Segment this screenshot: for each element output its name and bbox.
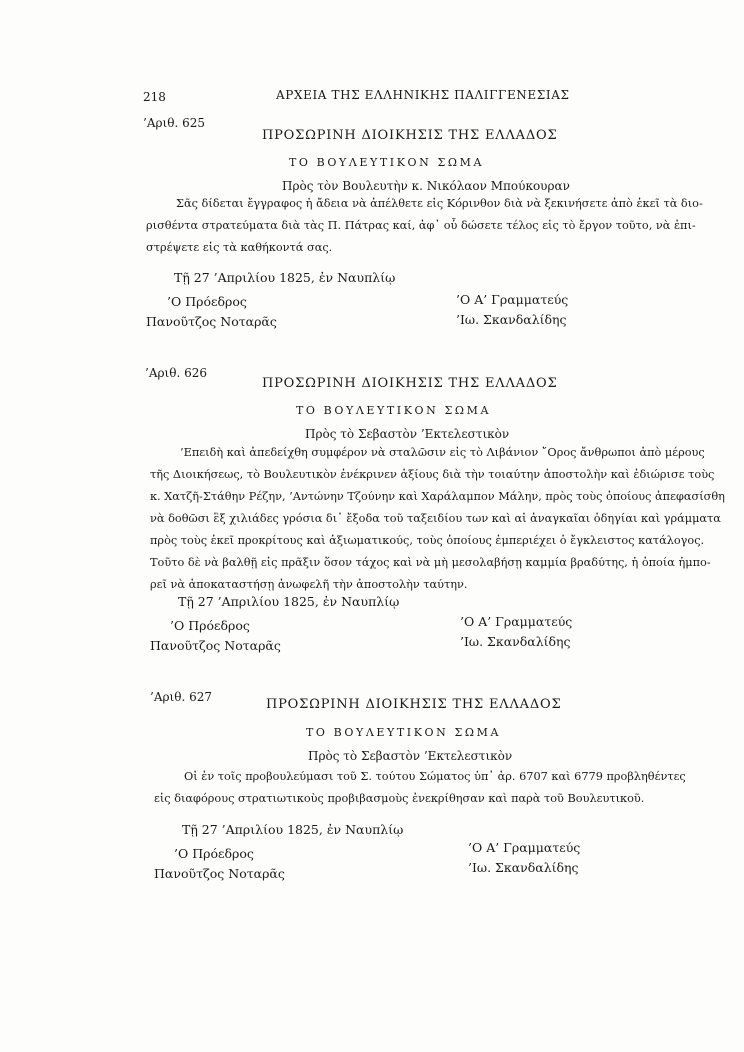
secretary-name: ’Ιω. Σκανδαλίδης <box>456 312 567 327</box>
document-text <box>154 766 694 810</box>
text-line: Τοῦτο δὲ νὰ βαλθῇ εἰς πρᾶξιν ὅσον τάχος καὶ νὰ μὴ μεσολαβήσῃ καμμία βραδύτης, ἡ ὁποία ἠμπο- <box>150 556 711 569</box>
document-text <box>146 193 703 259</box>
document-number: ’Αριθ. 626 <box>145 366 207 380</box>
text-line: ’Επειδὴ καὶ ἀπεδείχθη συμφέρον νὰ σταλῶσιν εἰς τὸ Λιβάνιον ῎Ορος ἄνθρωποι ἀπὸ μέρους <box>180 446 705 459</box>
text-line: πρὸς τοὺς ἐκεῖ προκρίτους καὶ ἀξιωματικούς, τοὺς ὁποίους ἐμπεριέχει ὁ ἔγκλειστος κατάλογος. <box>150 534 705 547</box>
document-title: ΠΡΟΣΩΡΙΝΗ ΔΙΟΙΚΗΣΙΣ ΤΗΣ ΕΛΛΑΔΟΣ <box>266 697 562 712</box>
text-line: στρέψετε εἰς τὰ καθήκοντά σας. <box>146 241 333 254</box>
issuing-body: ΤΟ ΒΟΥΛΕΥΤΙΚΟΝ ΣΩΜΑ <box>289 156 484 169</box>
president-name: Πανοῦτζος Νοταρᾶς <box>146 314 277 329</box>
text-line: κ. Χατζῆ-Στάθην Ρέζην, ’Αντώνην Τζούνην καὶ Χαράλαμπον Μάλην, πρὸς τοὺς ὁποίους ἀπεφασίσθη <box>150 490 725 503</box>
text-line: ρεῖ νὰ ἀποκαταστήσῃ ἀνωφελῆ τὴν ἀποστολὴν ταύτην. <box>150 578 468 591</box>
recipient: Πρὸς τὸ Σεβαστὸν ’Εκτελεστικὸν <box>308 749 513 763</box>
recipient: Πρὸς τὸ Σεβαστὸν ’Εκτελεστικὸν <box>305 427 510 441</box>
text-line: εἰς διαφόρους στρατιωτικοὺς προβιβασμοὺς ἐνεκρίθησαν καὶ παρὰ τοῦ Βουλευτικοῦ. <box>154 792 645 805</box>
text-line: Σᾶς δίδεται ἔγγραφος ἡ ἄδεια νὰ ἀπέλθετε εἰς Κόρινθον διὰ νὰ ξεκινήσετε ἀπὸ ἐκεῖ τὰ διο- <box>176 197 703 210</box>
issuing-body: ΤΟ ΒΟΥΛΕΥΤΙΚΟΝ ΣΩΜΑ <box>306 726 501 739</box>
secretary-name: ’Ιω. Σκανδαλίδης <box>460 634 571 649</box>
president-title: ’Ο Πρόεδρος <box>170 618 250 633</box>
president-title: ’Ο Πρόεδρος <box>174 846 254 861</box>
document-title: ΠΡΟΣΩΡΙΝΗ ΔΙΟΙΚΗΣΙΣ ΤΗΣ ΕΛΛΑΔΟΣ <box>262 376 558 391</box>
document-number: ’Αριθ. 625 <box>143 116 205 130</box>
text-line: νὰ δοθῶσι ἓξ χιλιάδες γρόσια δι᾽ ἔξοδα τοῦ ταξειδίου των καὶ αἱ ἀναγκαῖαι ὁδηγίαι καὶ γράμματα <box>150 512 721 525</box>
text-line: ρισθέντα στρατεύματα διὰ τὰς Π. Πάτρας καί, ἀφ᾽ οὗ δώσετε τέλος εἰς τὸ ἔργον τοῦτο, νὰ ἐπι- <box>146 219 696 232</box>
secretary-title: ’Ο Α’ Γραμματεύς <box>460 614 573 629</box>
president-name: Πανοῦτζος Νοταρᾶς <box>150 638 281 653</box>
document-title: ΠΡΟΣΩΡΙΝΗ ΔΙΟΙΚΗΣΙΣ ΤΗΣ ΕΛΛΑΔΟΣ <box>262 128 558 143</box>
secretary-title: ’Ο Α’ Γραμματεύς <box>468 840 581 855</box>
secretary-title: ’Ο Α’ Γραμματεύς <box>456 292 569 307</box>
recipient: Πρὸς τὸν Βουλευτὴν κ. Νικόλαον Μπούκουραν <box>282 179 570 193</box>
running-header: ΑΡΧΕΙΑ ΤΗΣ ΕΛΛΗΝΙΚΗΣ ΠΑΛΙΓΓΕΝΕΣΙΑΣ <box>276 88 570 102</box>
text-line: τῆς Διοικήσεως, τὸ Βουλευτικὸν ἐνέκρινεν ἀξίους διὰ τὴν τοιαύτην ἀποστολὴν καὶ ἐδιώρισε τοὺς <box>150 468 715 481</box>
issuing-body: ΤΟ ΒΟΥΛΕΥΤΙΚΟΝ ΣΩΜΑ <box>296 404 491 417</box>
document-text <box>150 442 725 596</box>
document-date: Τῇ 27 ’Απριλίου 1825, ἐν Ναυπλίῳ <box>174 270 396 285</box>
document-date: Τῇ 27 ’Απριλίου 1825, ἐν Ναυπλίῳ <box>182 822 404 837</box>
president-name: Πανοῦτζος Νοταρᾶς <box>154 866 285 881</box>
president-title: ’Ο Πρόεδρος <box>167 294 247 309</box>
document-date: Τῇ 27 ’Απριλίου 1825, ἐν Ναυπλίῳ <box>178 594 400 609</box>
secretary-name: ’Ιω. Σκανδαλίδης <box>468 860 579 875</box>
document-number: ’Αριθ. 627 <box>150 690 212 704</box>
page-number: 218 <box>143 90 166 104</box>
text-line: Οἱ ἐν τοῖς προβουλεύμασι τοῦ Σ. τούτου Σώματος ὑπ᾽ ἀρ. 6707 καὶ 6779 προβληθέντες <box>184 770 686 783</box>
